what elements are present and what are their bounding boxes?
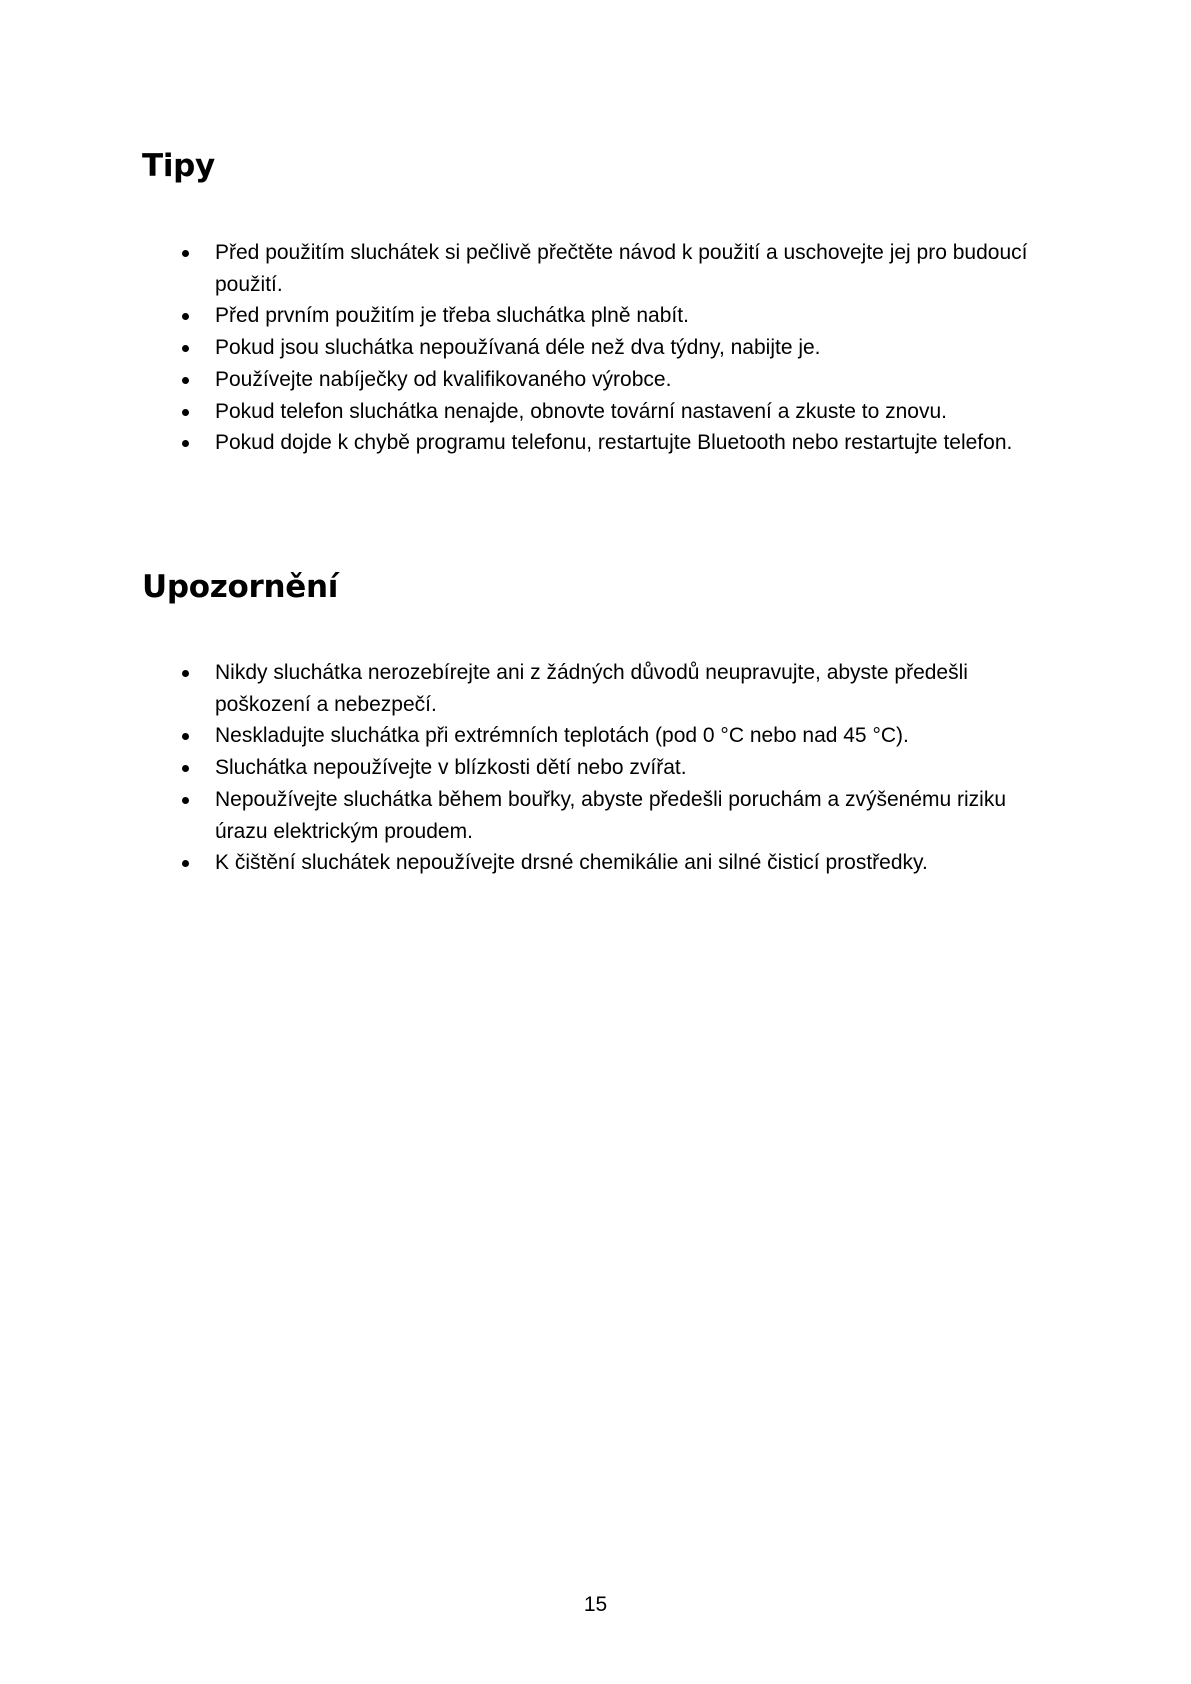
list-item — [0, 237, 1191, 300]
bullet-icon — [182, 313, 189, 320]
list-item-text: Pokud telefon sluchátka nenajde, obnovte tovární nastavení a zkuste to znovu. — [215, 399, 947, 423]
list-item-text: K čištění sluchátek nepoužívejte drsné chemikálie ani silné čisticí prostředky. — [215, 851, 928, 875]
list-item — [0, 396, 1191, 428]
list-item — [0, 332, 1191, 364]
list-item-text: Před prvním použitím je třeba sluchátka plně nabít. — [215, 304, 689, 328]
list-item-text: Pokud jsou sluchátka nepoužívaná déle než dva týdny, nabijte je. — [215, 336, 821, 360]
bullet-icon — [182, 409, 189, 416]
list-item-text: Nepoužívejte sluchátka během bouřky, abyste předešli poruchám a zvýšenému riziku úrazu elektrickým proudem. — [215, 787, 1007, 843]
bullet-icon — [182, 765, 189, 772]
list-item-text: Nikdy sluchátka nerozebírejte ani z žádných důvodů neupravujte, abyste předešli poškození a nebezpečí. — [215, 661, 968, 716]
list-item — [0, 364, 1191, 396]
list-item-text: Sluchátka nepoužívejte v blízkosti dětí nebo zvířat. — [215, 756, 687, 780]
bullet-icon — [182, 440, 189, 447]
list-item — [0, 720, 1191, 752]
bullet-icon — [182, 797, 189, 804]
list-item — [0, 300, 1191, 332]
bullet-icon — [182, 670, 189, 677]
list-item-text: Pokud dojde k chybě programu telefonu, restartujte Bluetooth nebo restartujte telefon. — [215, 431, 1013, 455]
warnings-list — [0, 657, 1191, 879]
list-item-text: Používejte nabíječky od kvalifikovaného výrobce. — [215, 367, 672, 391]
bullet-icon — [182, 377, 189, 384]
list-item-text: Před použitím sluchátek si pečlivě přečtěte návod k použití a uschovejte jej pro budoucí použití. — [215, 241, 1028, 296]
list-item-text: Neskladujte sluchátka při extrémních teplotách (pod 0 °C nebo nad 45 °C). — [215, 724, 909, 748]
bullet-icon — [182, 250, 189, 257]
list-item — [0, 752, 1191, 784]
bullet-icon — [182, 345, 189, 352]
tips-list — [0, 237, 1191, 459]
bullet-icon — [182, 733, 189, 740]
section-heading-tipy: Tipy — [142, 148, 215, 184]
list-item — [0, 847, 1191, 879]
bullet-icon — [182, 860, 189, 867]
list-item — [0, 657, 1191, 720]
list-item — [0, 427, 1191, 459]
section-heading-upozorneni: Upozornění — [142, 569, 339, 605]
page-number: 15 — [583, 1593, 608, 1616]
list-item — [0, 784, 1191, 847]
